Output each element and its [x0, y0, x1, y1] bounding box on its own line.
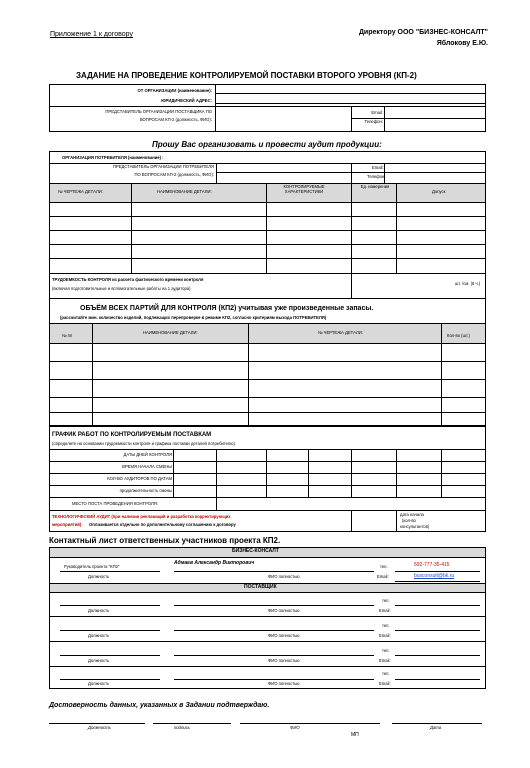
supplier-contact-row-2[interactable] [60, 618, 480, 640]
consumer-org-label: ОРГАНИЗАЦИЯ ПОТРЕБИТЕЛЯ (наименование) : [62, 155, 164, 160]
supplier-4-fio: ФИО полностью [268, 681, 300, 686]
from-phone-label: Телефон: [364, 119, 383, 124]
vol-col-drawing-number: № ЧЕРТЕЖА ДЕТАЛИ: [318, 330, 363, 335]
volume-subtitle: (рассчитайте мин. количество изделий, подлежащих перепроверке в режиме КП2, согласно критериям выхода ПОТРЕБИТЕЛЯ) [60, 315, 327, 320]
addressee-line-1: Директору ООО "БИЗНЕС-КОНСАЛТ" [358, 29, 488, 36]
schedule-row-auditors: КОЛ-ВО АУДИТОРОВ ПО ДАТАМ [107, 476, 172, 481]
from-email-field[interactable] [385, 107, 485, 117]
tech-audit-line-2: Оплачивается отдельно по дополнительному соглашению к договору [89, 522, 236, 527]
col-controlled-characteristics: КОНТРОЛИРУЕМЫЕ ХАРАКТЕРИСТИКИ [283, 184, 325, 194]
contacts-fio-label: ФИО полностью [268, 574, 300, 579]
schedule-place-field[interactable] [217, 498, 485, 510]
contacts-role-name: Адмаев Александр Викторович [174, 560, 255, 566]
supplier-4-position: Должность [88, 681, 110, 686]
contacts-title: Контактный лист ответственных участников проекта КП2. [49, 536, 281, 545]
volume-title: ОБЪЁМ ВСЕХ ПАРТИЙ ДЛЯ КОНТРОЛЯ (КП2) учитывая уже произведенные запасы. [80, 305, 374, 312]
addressee-line-2: Яблокову Е.Ю. [436, 40, 488, 47]
supplier-3-position: Должность [88, 658, 110, 663]
tech-audit-line-2-red: мероприятий): [52, 522, 83, 527]
contacts-supplier-header: ПОСТАВЩИК [244, 584, 277, 590]
schedule-subtitle: (определите на основании трудоемкости контроля и графика поставки деталей потребителю) [52, 441, 235, 446]
col-tolerance: Допуск [432, 189, 446, 194]
from-email-label: Email: [371, 110, 383, 115]
signature-line[interactable] [49, 712, 482, 723]
tech-audit-right-1: дата начала [400, 512, 424, 517]
supplier-3-phone: тел. [382, 648, 390, 653]
footer-signature-label: подпись [174, 725, 190, 730]
contacts-phone-value: 592-777-35-415 [414, 562, 450, 568]
parts-table-body[interactable] [50, 203, 485, 273]
supplier-contact-row-4[interactable] [60, 667, 480, 688]
from-org-field[interactable] [216, 86, 484, 93]
from-address-label: ЮРИДИЧЕСКИЙ АДРЕС: [161, 98, 212, 103]
schedule-title: ГРАФИК РАБОТ ПО КОНТРОЛИРУЕМЫМ ПОСТАВКАМ [52, 432, 212, 438]
supplier-4-phone: тел. [382, 671, 390, 676]
col-unit: Ед. измерения [360, 184, 390, 189]
tech-audit-right-2: (кол-во [402, 518, 416, 523]
supplier-3-fio: ФИО полностью [268, 658, 300, 663]
supplier-2-email: Email: [379, 633, 391, 638]
from-org-label: ОТ ОРГАНИЗАЦИИ (наименование): [137, 88, 212, 93]
supplier-1-phone: тел. [382, 598, 390, 603]
consumer-phone-label: Телефон: [367, 174, 386, 179]
contacts-phone-label: тел. [380, 564, 388, 569]
contacts-position-label: Должность [88, 574, 110, 579]
footer-fio-label: ФИО [290, 725, 300, 730]
labor-label-1: ТРУДОЕМКОСТЬ КОНТРОЛЯ из расчета фактического времени контроля [52, 277, 204, 282]
consumer-email-field[interactable] [385, 164, 485, 171]
document-title: ЗАДАНИЕ НА ПРОВЕДЕНИЕ КОНТРОЛИРУЕМОЙ ПОСТАВКИ ВТОРОГО УРОВНЯ (КП-2) [76, 71, 417, 80]
schedule-grid[interactable] [174, 450, 485, 497]
appendix-label: Приложение 1 к договору [50, 31, 133, 38]
schedule-place-label: МЕСТО ПОСТА ПРОВЕДЕНИЯ КОНТРОЛЯ: [72, 501, 158, 506]
supplier-2-position: Должность [88, 633, 110, 638]
supplier-1-email: Email: [379, 608, 391, 613]
from-address-field[interactable] [216, 95, 484, 103]
col-part-name: НАИМЕНОВАНИЕ ДЕТАЛИ: [157, 189, 212, 194]
supplier-1-position: Должность [88, 608, 110, 613]
from-rep-label-1: ПРЕДСТАВИТЕЛЬ ОРГАНИЗАЦИИ ПОСТАВЩИКА ПО [105, 109, 212, 114]
labor-value-field[interactable] [352, 274, 442, 298]
from-phone-field[interactable] [385, 119, 485, 130]
schedule-row-shift-length: продолжительность смены [119, 488, 172, 493]
supplier-4-email: Email: [379, 681, 391, 686]
labor-unit: шт. /см. (8 ч.) [455, 281, 481, 286]
consumer-email-label: Email: [372, 165, 384, 170]
contacts-role-label: Руководитель проекта "КП2" [64, 564, 120, 569]
col-drawing-number: № ЧЕРТЕЖА ДЕТАЛИ: [58, 189, 103, 194]
supplier-2-phone: тел. [382, 623, 390, 628]
supplier-1-fio: ФИО полностью [268, 608, 300, 613]
contacts-email-link[interactable]: busconsult@bk.ru [414, 573, 455, 579]
footer-stamp-label: МП [351, 732, 359, 738]
consumer-org-field[interactable] [217, 152, 485, 162]
contacts-company-header: БИЗНЕС-КОНСАЛТ [232, 548, 279, 554]
from-rep-label-2: ВОПРОСАМ КП-2 (должность, ФИО): [139, 117, 212, 122]
labor-label-2: (включая подготовительные и вспомогательные работы на 1 аудитора) [52, 286, 191, 291]
consumer-phone-field[interactable] [385, 173, 485, 182]
tech-audit-field[interactable] [352, 511, 395, 531]
tech-audit-line-1: ТЕХНОЛОГИЧЕСКИЙ АУДИТ (при наличии рекламаций и разработка корректирующих [52, 514, 231, 519]
vol-col-number: № пп [62, 333, 73, 338]
consumer-rep-field[interactable] [217, 164, 350, 182]
confirmation-text: Достоверность данных, указанных в Задании подтверждаю. [49, 702, 270, 709]
consumer-rep-label-1: ПРЕДСТАВИТЕЛЬ ОРГАНИЗАЦИИ ПОТРЕБИТЕЛЯ [112, 164, 214, 169]
footer-date-label: Дата [430, 725, 442, 730]
contacts-email-label: Email: [377, 574, 389, 579]
schedule-row-dates: ДАТЫ ДНЕЙ КОНТРОЛЯ [123, 452, 172, 457]
supplier-contact-row-1[interactable] [60, 594, 480, 615]
supplier-2-fio: ФИО полностью [268, 633, 300, 638]
vol-col-quantity: Кол-во (шт.) [447, 333, 470, 338]
supplier-contact-row-3[interactable] [60, 643, 480, 665]
vol-col-part-name: НАИМЕНОВАНИЕ ДЕТАЛИ: [143, 330, 198, 335]
volume-table-body[interactable] [50, 344, 485, 425]
tech-audit-right-3: консультантов) [400, 524, 430, 529]
consumer-rep-label-2: ПО ВОПРОСАМ КП-2 (должность, ФИО): [134, 172, 214, 177]
supplier-3-email: Email: [379, 658, 391, 663]
schedule-row-start-time: ВРЕМЯ НАЧАЛА СМЕНЫ [122, 464, 172, 469]
footer-position-label: Должность [88, 725, 111, 730]
request-line: Прошу Вас организовать и провести аудит продукции: [152, 140, 382, 149]
